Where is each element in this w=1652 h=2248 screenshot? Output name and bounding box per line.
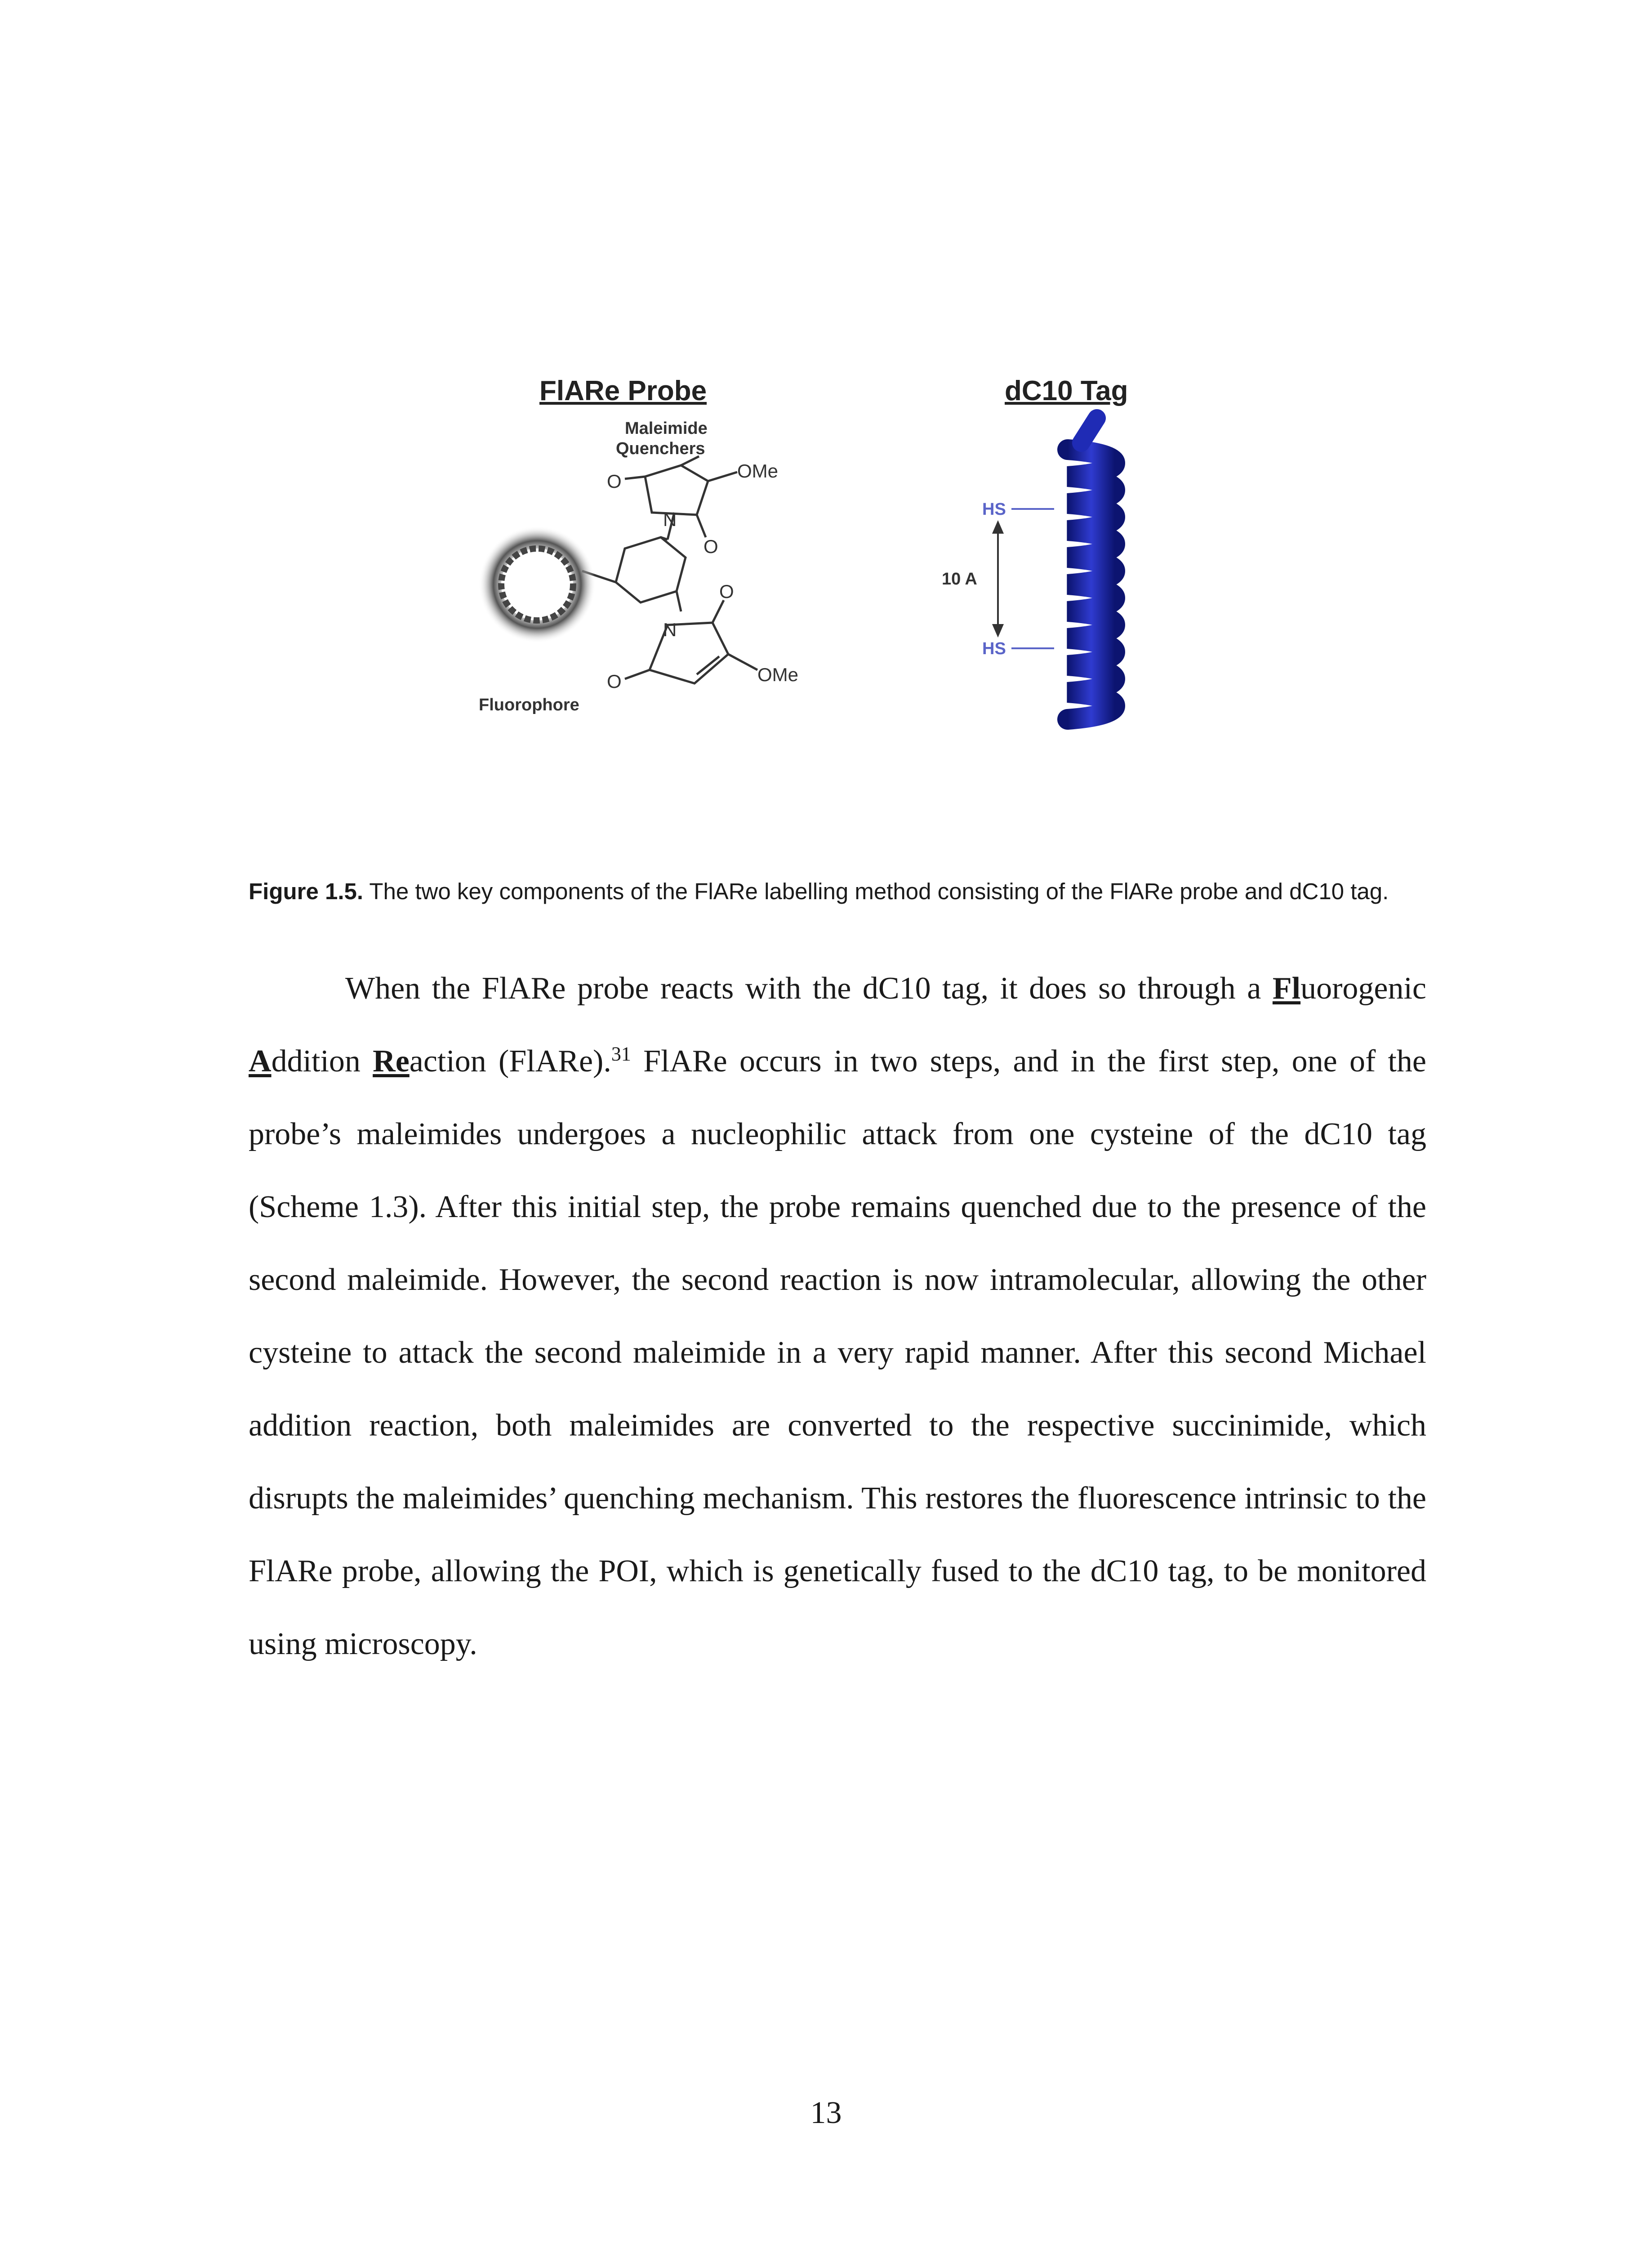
body-sentence-1: When the FlARe probe reacts with the dC10 tag, it does so through a <box>345 971 1273 1006</box>
maleimide-label: Maleimide <box>625 419 708 438</box>
atom-o-bottom-right: O <box>719 581 734 602</box>
acronym-a-rest: ddition <box>271 1044 373 1079</box>
figure-label: Figure 1.5. <box>249 879 364 904</box>
body-paragraph <box>249 952 1426 1681</box>
figure-image <box>470 360 1189 791</box>
atom-o-bottom-left: O <box>607 671 622 692</box>
fluorophore-ring-icon <box>501 549 573 620</box>
acronym-re-rest: action (FlARe). <box>409 1044 611 1079</box>
top-maleimide-ring <box>625 456 737 540</box>
acronym-re: Re <box>373 1044 410 1079</box>
caption-text: The two key components of the FlARe labelling method consisting of the FlARe probe and dC10 tag. <box>363 879 1389 904</box>
hs-bottom-label: HS <box>982 639 1006 658</box>
atom-o-top-right: O <box>704 536 718 557</box>
hs-top-label: HS <box>982 500 1006 519</box>
page-number: 13 <box>810 2096 842 2130</box>
acronym-fl-rest: uorogenic <box>1300 971 1426 1006</box>
flare-probe-title: FlARe Probe <box>539 375 707 406</box>
distance-arrow-icon <box>993 522 1002 635</box>
atom-n-top: N <box>663 509 677 530</box>
acronym-fl: Fl <box>1272 971 1301 1006</box>
bottom-maleimide-ring <box>625 600 757 683</box>
figure-caption <box>249 878 1426 905</box>
atom-n-bottom: N <box>663 619 677 640</box>
acronym-a: A <box>249 1044 272 1079</box>
fluorophore-label: Fluorophore <box>479 696 579 714</box>
atom-o-top-left: O <box>607 471 622 492</box>
reference-31: 31 <box>611 1043 631 1065</box>
body-sentence-2: FlARe occurs in two steps, and in the first step, one of the probe’s maleimides undergoes a nucleophilic attack from one cysteine of the dC10 tag (Scheme 1.3). After this initial step, the probe remains quenched due to the presence of the second maleimide. However, the second reaction is now intramolecular, allowing the other cysteine to attack the second maleimide in a very rapid manner. After this second Michael addition reaction, both maleimides are converted to the respective succinimide, which disrupts the maleimides’ quenching mechanism. This restores the fluorescence intrinsic to the FlARe probe, allowing the POI, which is genetically fused to the dC10 tag, to be monitored using microscopy. <box>249 1044 1426 1661</box>
helix-icon <box>1068 418 1115 719</box>
ome-top-label: OMe <box>737 460 779 482</box>
ome-bottom-label: OMe <box>757 664 799 685</box>
dc10-tag-title: dC10 Tag <box>1005 375 1128 406</box>
benzene-ring <box>582 537 686 611</box>
distance-label: 10 A <box>942 570 977 589</box>
quenchers-label: Quenchers <box>616 439 705 458</box>
